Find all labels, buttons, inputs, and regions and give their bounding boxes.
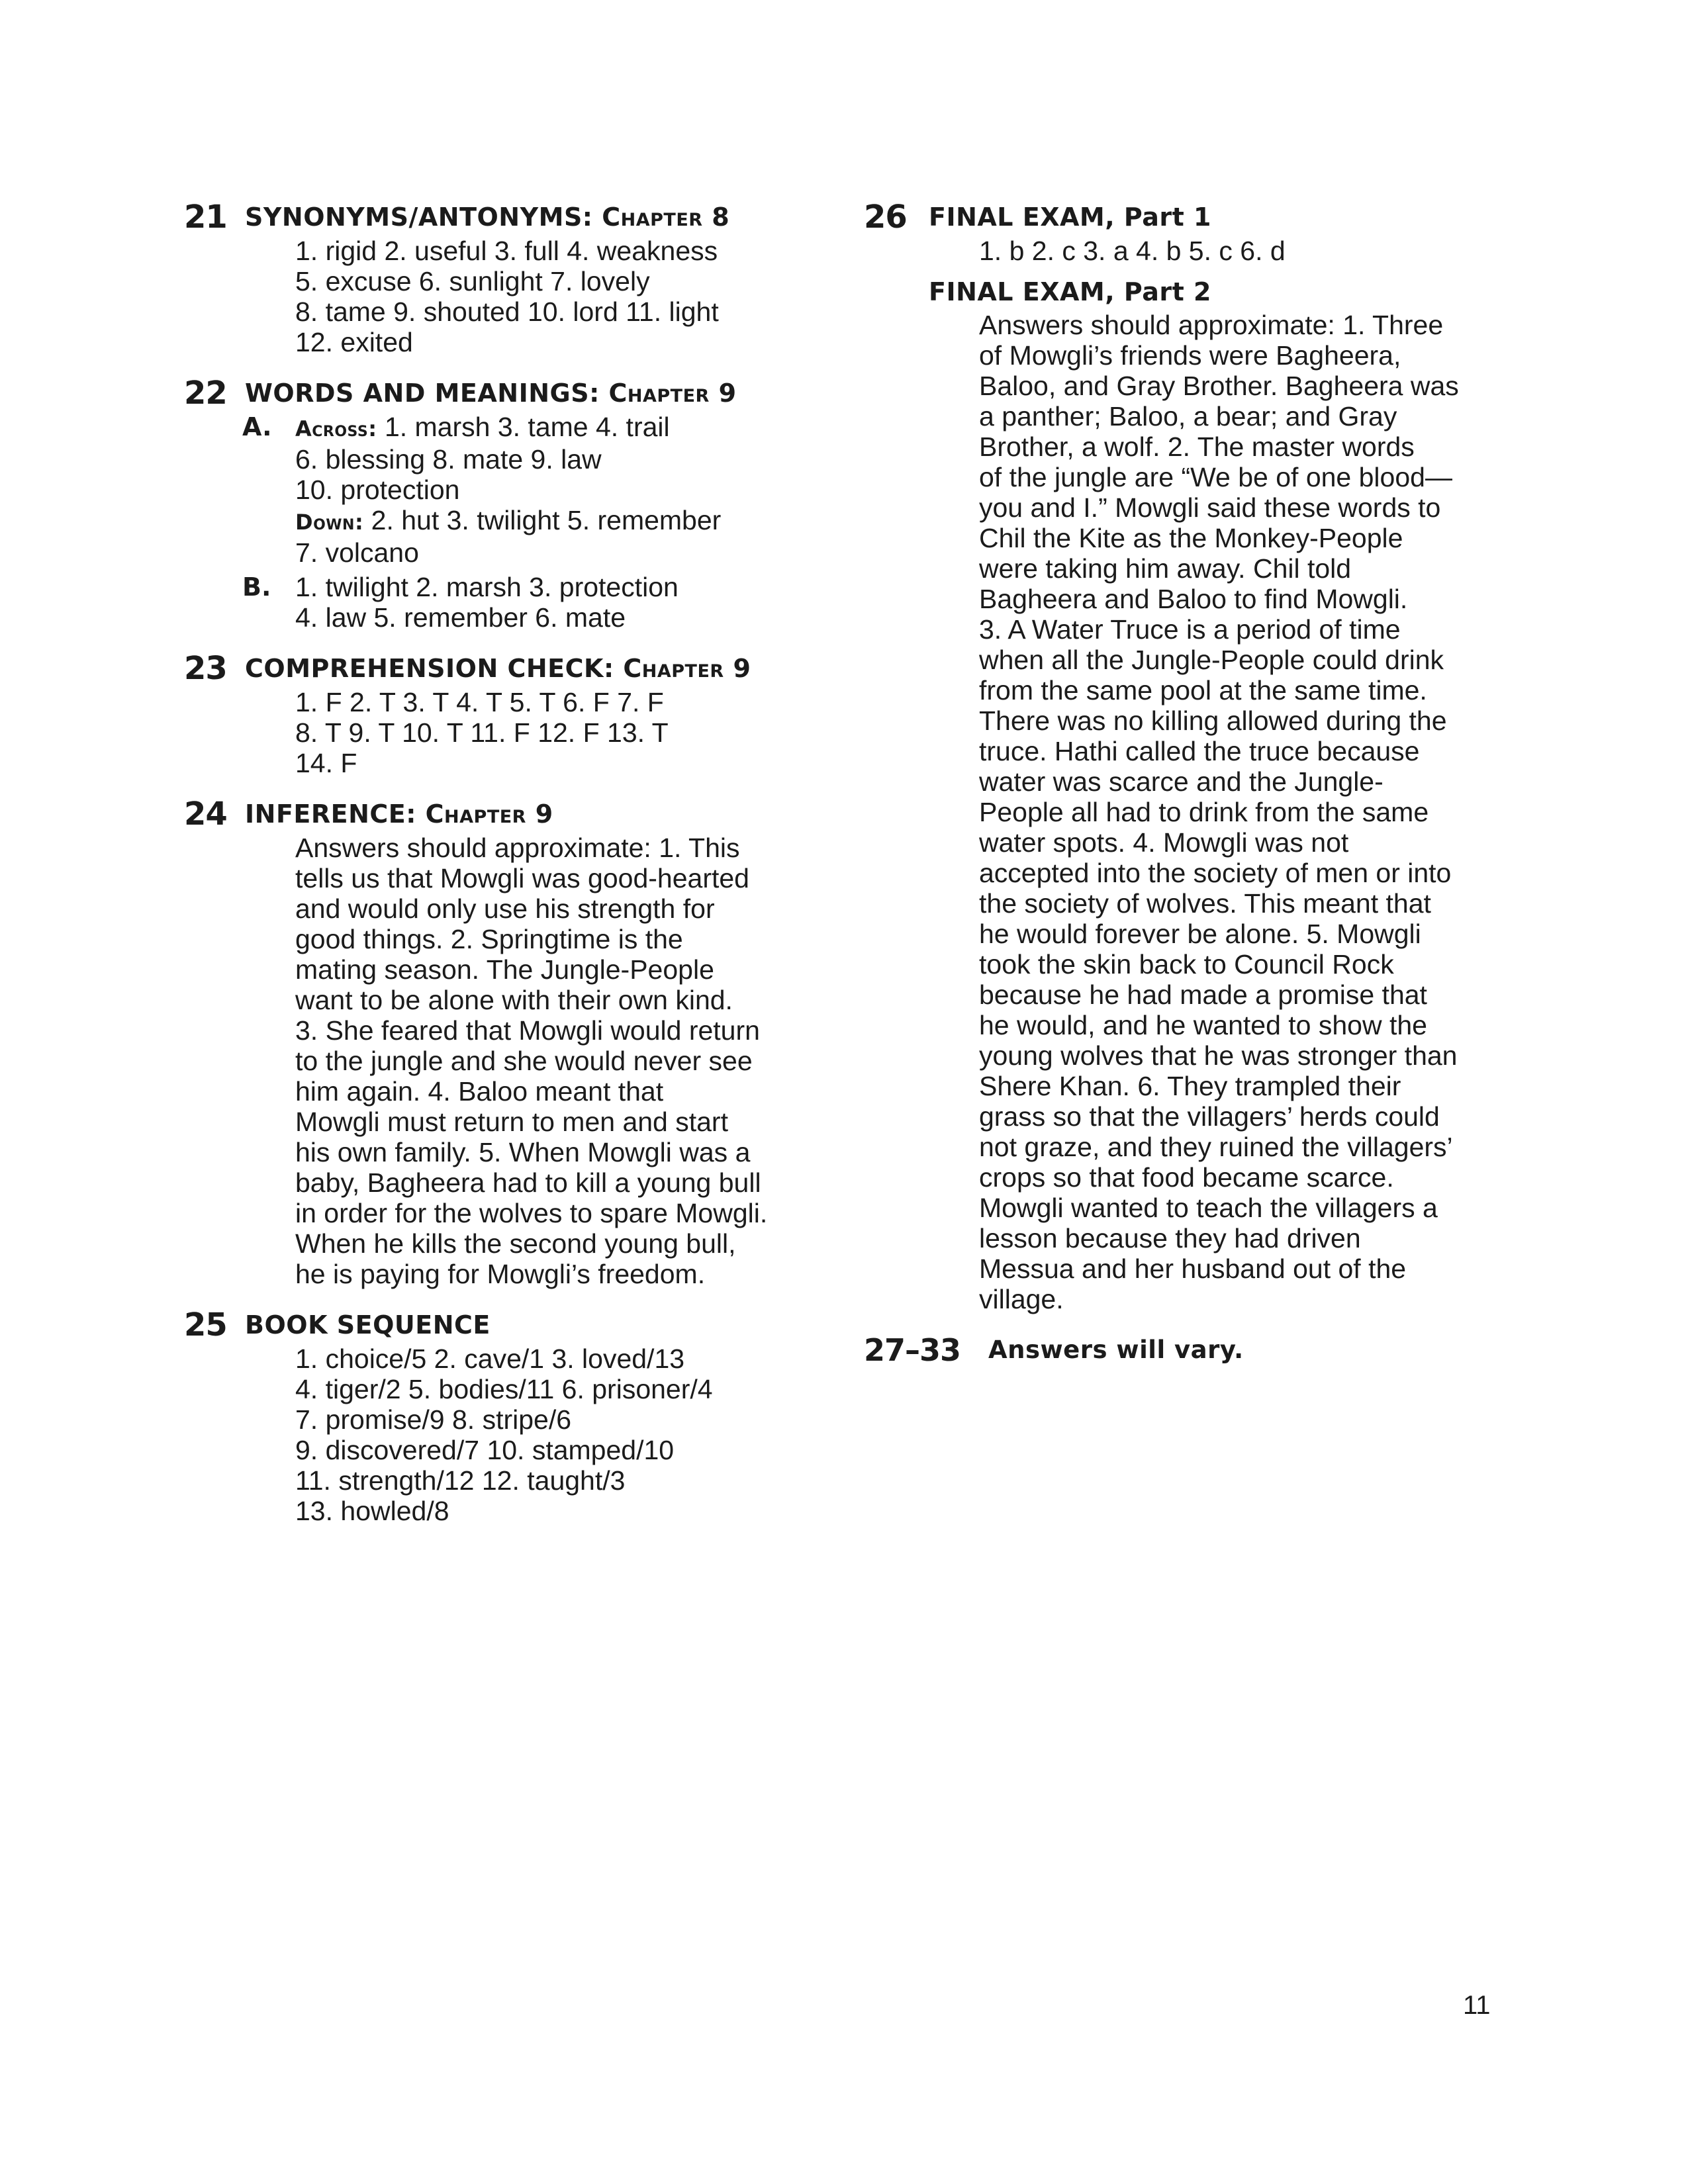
section-21 <box>184 199 820 357</box>
section-title <box>245 796 553 833</box>
section-21-answers: 1. rigid 2. useful 3. full 4. weakness 5. excuse 6. sunlight 7. lovely 8. tame 9. shouted 10. lord 11. light 12. exited <box>295 236 719 357</box>
chapter-word: Chapter <box>602 203 703 232</box>
down-label: Down: <box>295 510 364 535</box>
section-title: BOOK SEQUENCE <box>245 1310 491 1340</box>
chapter-word: Chapter <box>623 654 724 683</box>
section-title-text: SYNONYMS/ANTONYMS: <box>245 203 602 232</box>
part-a <box>184 412 820 568</box>
section-24 <box>184 796 820 1289</box>
final-exam-part2-title: FINAL EXAM, Part 2 <box>929 277 1211 306</box>
section-title <box>245 375 737 412</box>
section-26-header <box>864 199 1509 236</box>
section-title <box>245 650 751 687</box>
section-26 <box>864 199 1509 1314</box>
final-exam-part2-answers: Answers should approximate: 1. Three of Mowgli’s friends were Bagheera, Baloo, and Gray Brother. Bagheera was a panther; Baloo, a bear; and Gray Brother, a wolf. 2. The master words of the jungle are “We be of one blood— you and I.” Mowgli said these words to Chil the Kite as the Monkey-People were taking him away. Chil told Bagheera and Baloo to find Mowgli. 3. A Water Truce is a period of time when all the Jungle-People could drink from the same pool at the same time. There was no killing allowed during the truce. Hathi called the truce because water was scarce and the Jungle- People all had to drink from the same water spots. 4. Mowgli was not accepted into the society of men or into the society of wolves. This meant that he would forever be alone. 5. Mowgli took the skin back to Council Rock because he had made a promise that he would, and he wanted to show the young wolves that he was stronger than Shere Khan. 6. They trampled their grass so that the villagers’ herds could not graze, and they ruined the villagers’ crops so that food became scarce. Mowgli wanted to teach the villagers a lesson because they had driven Messua and her husband out of the village. <box>979 310 1459 1314</box>
part-b <box>184 572 820 633</box>
section-number: 26 <box>864 199 907 236</box>
section-27-33-header <box>864 1332 1509 1369</box>
section-title <box>245 199 729 236</box>
section-22-header <box>184 375 820 412</box>
section-number: 22 <box>184 375 227 412</box>
chapter-word: Chapter <box>608 379 710 408</box>
section-title-text: WORDS AND MEANINGS: <box>245 379 609 408</box>
section-number: 23 <box>184 650 227 687</box>
part-b-letter: B. <box>242 572 271 602</box>
section-number: 21 <box>184 199 227 236</box>
down-answers: 2. hut 3. twilight 5. remember 7. volcano <box>295 505 722 568</box>
section-24-header <box>184 796 820 833</box>
section-27-33 <box>864 1332 1509 1369</box>
section-22 <box>184 375 820 633</box>
section-title-text: INFERENCE: <box>245 799 426 829</box>
right-column <box>864 199 1509 1386</box>
across-answers: 1. marsh 3. tame 4. trail 6. blessing 8. mate 9. law 10. protection <box>295 412 670 505</box>
section-title: FINAL EXAM, Part 1 <box>929 203 1211 232</box>
left-column <box>184 199 820 1543</box>
part-a-letter: A. <box>242 412 272 441</box>
section-number: 27–33 <box>864 1332 961 1368</box>
chapter-number: 9 <box>724 654 751 683</box>
section-25 <box>184 1306 820 1526</box>
part-a-across <box>295 412 820 505</box>
part-b-answers: 1. twilight 2. marsh 3. protection 4. law 5. remember 6. mate <box>295 572 679 633</box>
chapter-word: Chapter <box>425 799 526 829</box>
section-23-header <box>184 650 820 687</box>
section-number: 24 <box>184 796 227 833</box>
across-label: Across: <box>295 416 377 441</box>
page-number: 11 <box>1463 1991 1491 2020</box>
part-a-down <box>295 505 820 568</box>
section-title-text: COMPREHENSION CHECK: <box>245 654 624 683</box>
chapter-number: 9 <box>709 379 737 408</box>
section-21-header <box>184 199 820 236</box>
section-23 <box>184 650 820 778</box>
section-24-answers: Answers should approximate: 1. This tells us that Mowgli was good-hearted and would only use his strength for good things. 2. Springtime is the mating season. The Jungle-People want to be alone with their own kind. 3. She feared that Mowgli would return to the jungle and she would never see him again. 4. Baloo meant that Mowgli must return to men and start his own family. 5. When Mowgli was a baby, Bagheera had to kill a young bull in order for the wolves to spare Mowgli. When he kills the second young bull, he is paying for Mowgli’s freedom. <box>295 833 768 1289</box>
chapter-number: 8 <box>702 203 730 232</box>
section-25-answers: 1. choice/5 2. cave/1 3. loved/13 4. tiger/2 5. bodies/11 6. prisoner/4 7. promise/9 8. stripe/6 9. discovered/7 10. stamped/10 11. strength/12 12. taught/3 13. howled/8 <box>295 1343 713 1526</box>
section-number: 25 <box>184 1306 227 1343</box>
chapter-number: 9 <box>526 799 553 829</box>
section-title: Answers will vary. <box>988 1336 1244 1364</box>
section-25-header <box>184 1306 820 1343</box>
final-exam-part1-answers: 1. b 2. c 3. a 4. b 5. c 6. d <box>979 236 1286 266</box>
section-23-answers: 1. F 2. T 3. T 4. T 5. T 6. F 7. F 8. T 9. T 10. T 11. F 12. F 13. T 14. F <box>295 687 669 778</box>
